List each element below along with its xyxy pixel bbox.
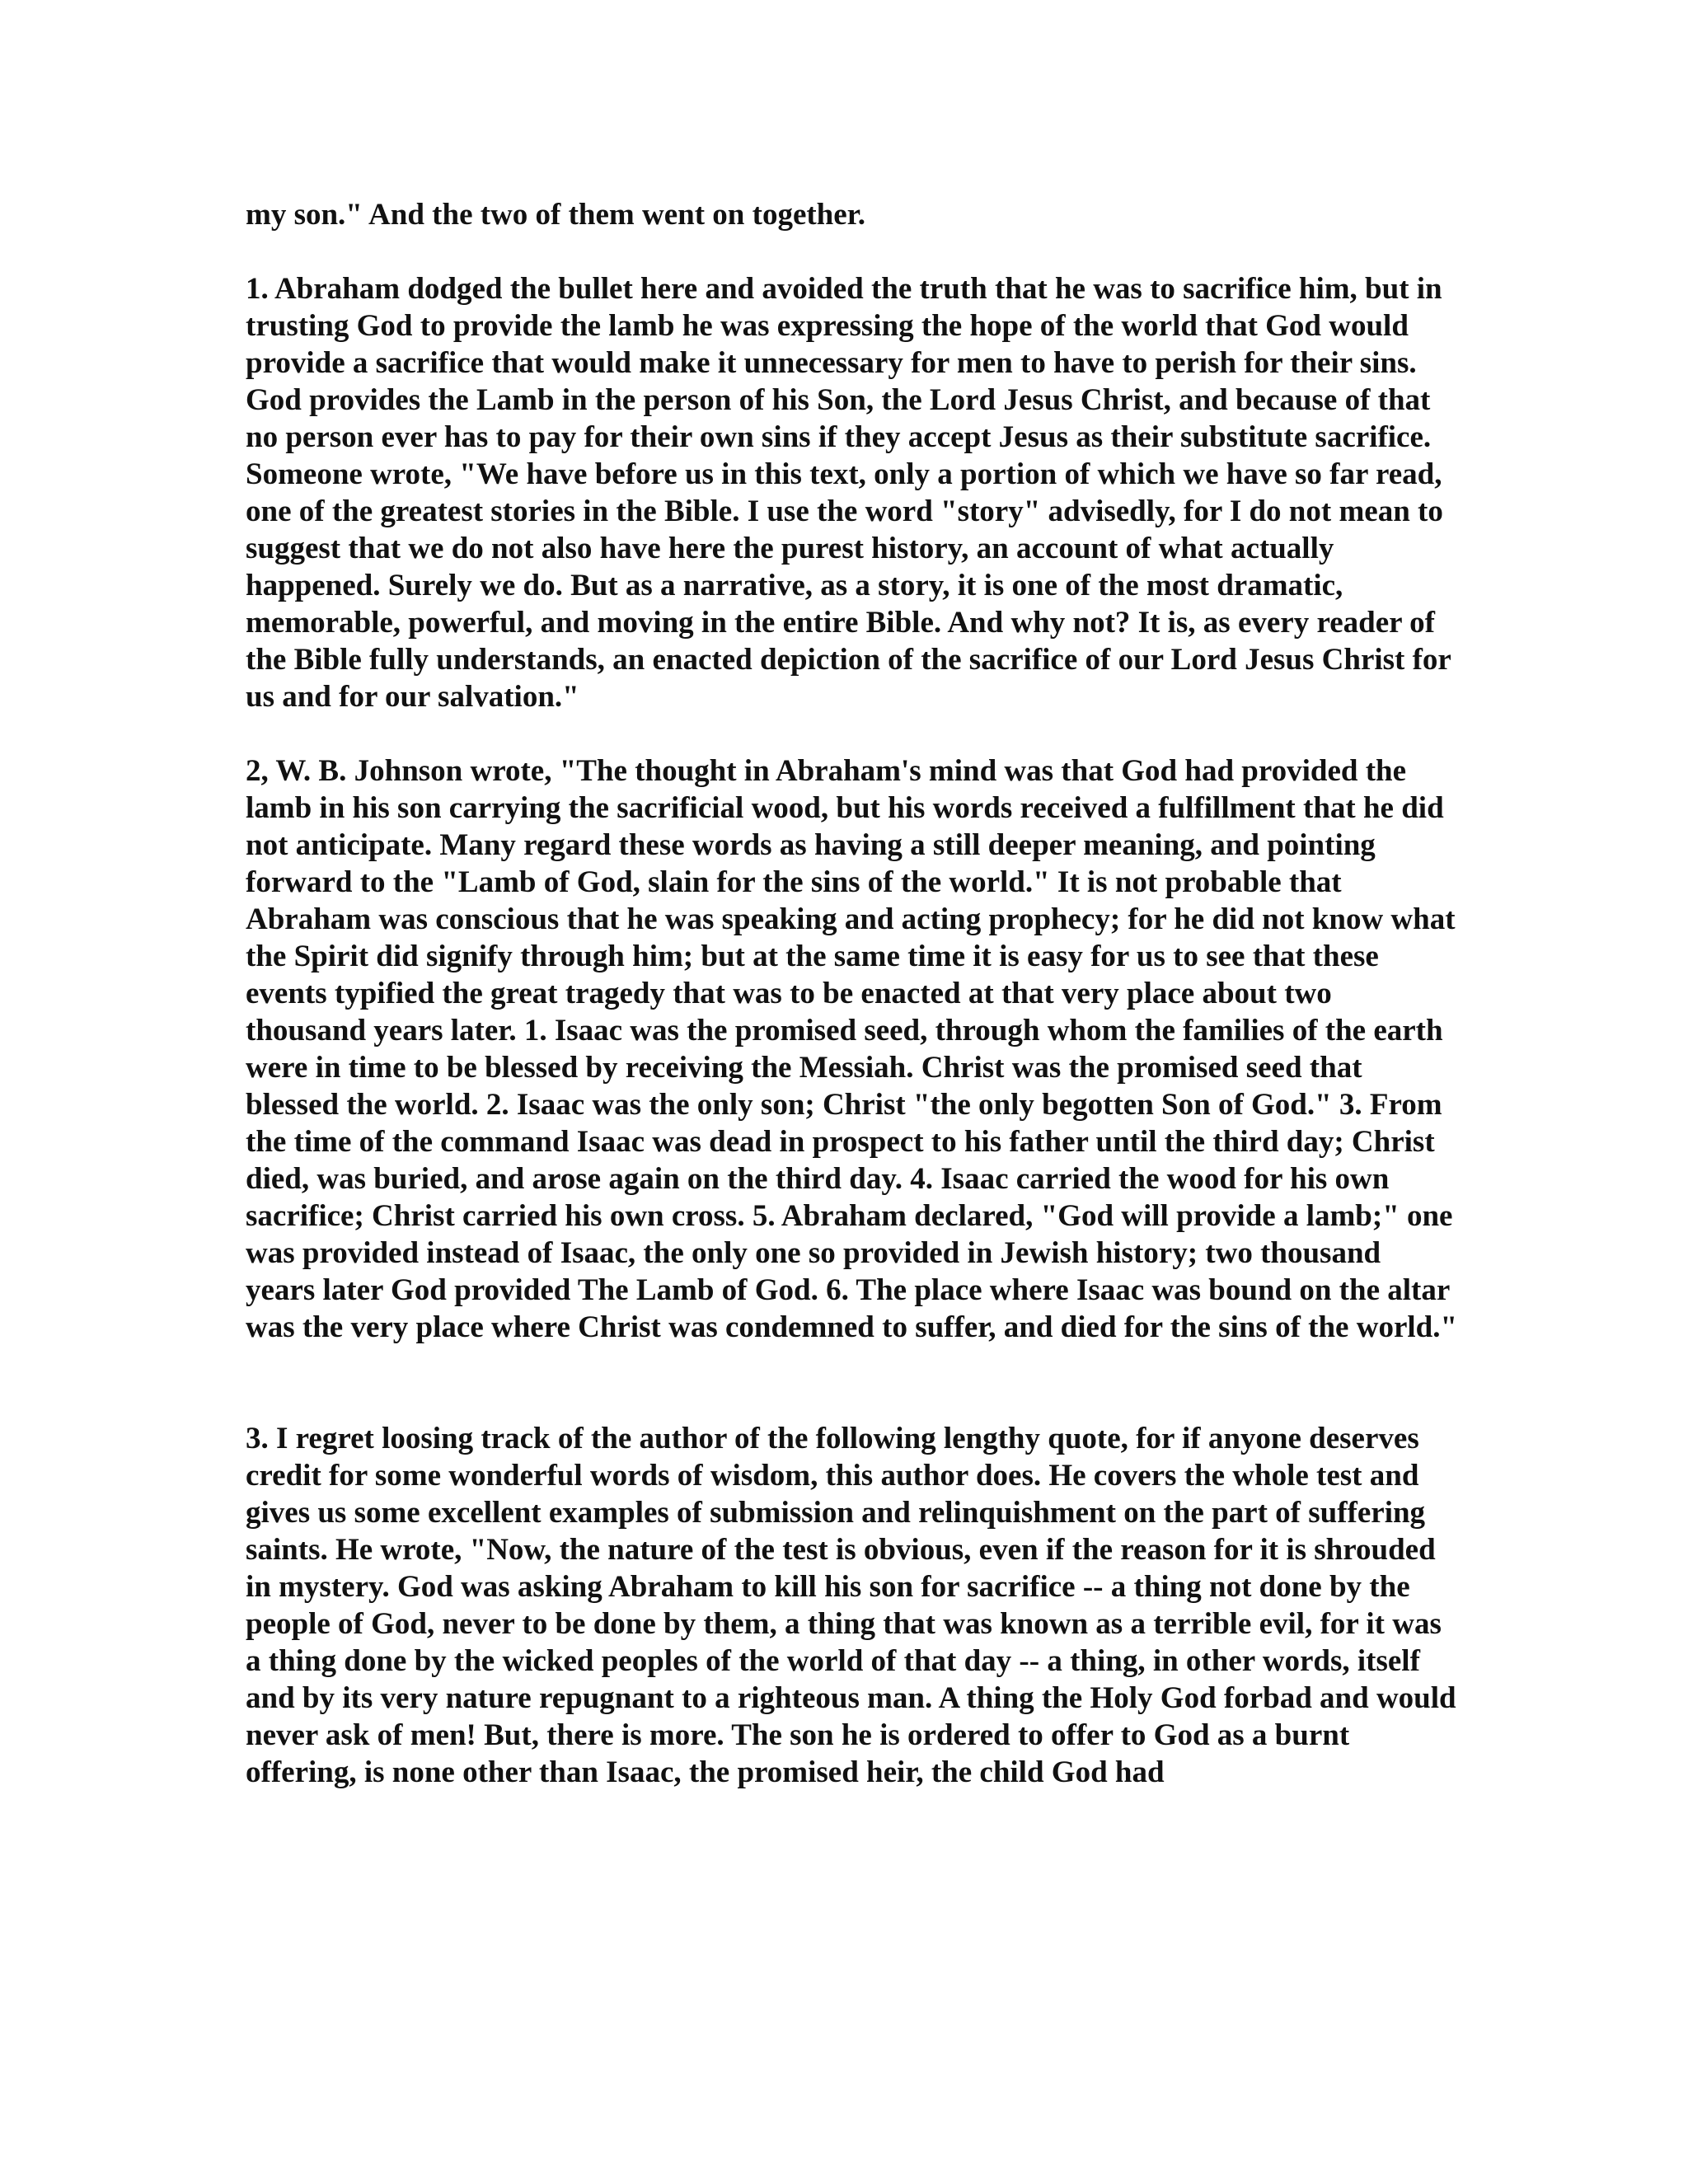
paragraph-point-2: 2, W. B. Johnson wrote, "The thought in Abraham's mind was that God had provided the lamb in his son carrying the sacrificial wood, but his words received a fulfillment that he did not anticipate. Many regard these words as having a still deeper meaning, and pointing forward to the "Lamb of God, slain for the sins of the world." It is not probable that Abraham was conscious that he was speaking and acting prophecy; for he did not know what the Spirit did signify through him; but at the same time it is easy for us to see that these events typified the great tragedy that was to be enacted at that very place about two thousand years later. 1. Isaac was the promised seed, through whom the families of the earth were in time to be blessed by receiving the Messiah. Christ was the promised seed that blessed the world. 2. Isaac was the only son; Christ "the only begotten Son of God." 3. From the time of the command Isaac was dead in prospect to his father until the third day; Christ died, was buried, and arose again on the third day. 4. Isaac carried the wood for his own sacrifice; Christ carried his own cross. 5. Abraham declared, "God will provide a lamb;" one was provided instead of Isaac, the only one so provided in Jewish history; two thousand years later God provided The Lamb of God. 6. The place where Isaac was bound on the altar was the very place where Christ was condemned to suffer, and died for the sins of the world." <box>246 754 1458 1344</box>
paragraph-spacer <box>246 1346 1457 1420</box>
paragraph-spacer <box>246 233 1457 270</box>
paragraph-spacer <box>246 715 1457 752</box>
body-text <box>246 196 1457 1791</box>
paragraph-point-3: 3. I regret loosing track of the author of the following lengthy quote, for if anyone deserves credit for some wonderful words of wisdom, this author does. He covers the whole test and gives us some excellent examples of submission and relinquishment on the part of suffering saints. He wrote, "Now, the nature of the test is obvious, even if the reason for it is shrouded in mystery. God was asking Abraham to kill his son for sacrifice -- a thing not done by the people of God, never to be done by them, a thing that was known as a terrible evil, for it was a thing done by the wicked peoples of the world of that day -- a thing, in other words, itself and by its very nature repugnant to a righteous man. A thing the Holy God forbad and would never ask of men! But, there is more. The son he is ordered to offer to God as a burnt offering, is none other than Isaac, the promised heir, the child God had <box>246 1422 1456 1789</box>
paragraph-continuation: my son." And the two of them went on together. <box>246 198 865 232</box>
paragraph-point-1: 1. Abraham dodged the bullet here and avoided the truth that he was to sacrifice him, but in trusting God to provide the lamb he was expressing the hope of the world that God would provide a sacrifice that would make it unnecessary for men to have to perish for their sins. God provides the Lamb in the person of his Son, the Lord Jesus Christ, and because of that no person ever has to pay for their own sins if they accept Jesus as their substitute sacrifice. Someone wrote, "We have before us in this text, only a portion of which we have so far read, one of the greatest stories in the Bible. I use the word "story" advisedly, for I do not mean to suggest that we do not also have here the purest history, an account of what actually happened. Surely we do. But as a narrative, as a story, it is one of the most dramatic, memorable, powerful, and moving in the entire Bible. And why not? It is, as every reader of the Bible fully understands, an enacted depiction of the sacrifice of our Lord Jesus Christ for us and for our salvation." <box>246 272 1451 714</box>
